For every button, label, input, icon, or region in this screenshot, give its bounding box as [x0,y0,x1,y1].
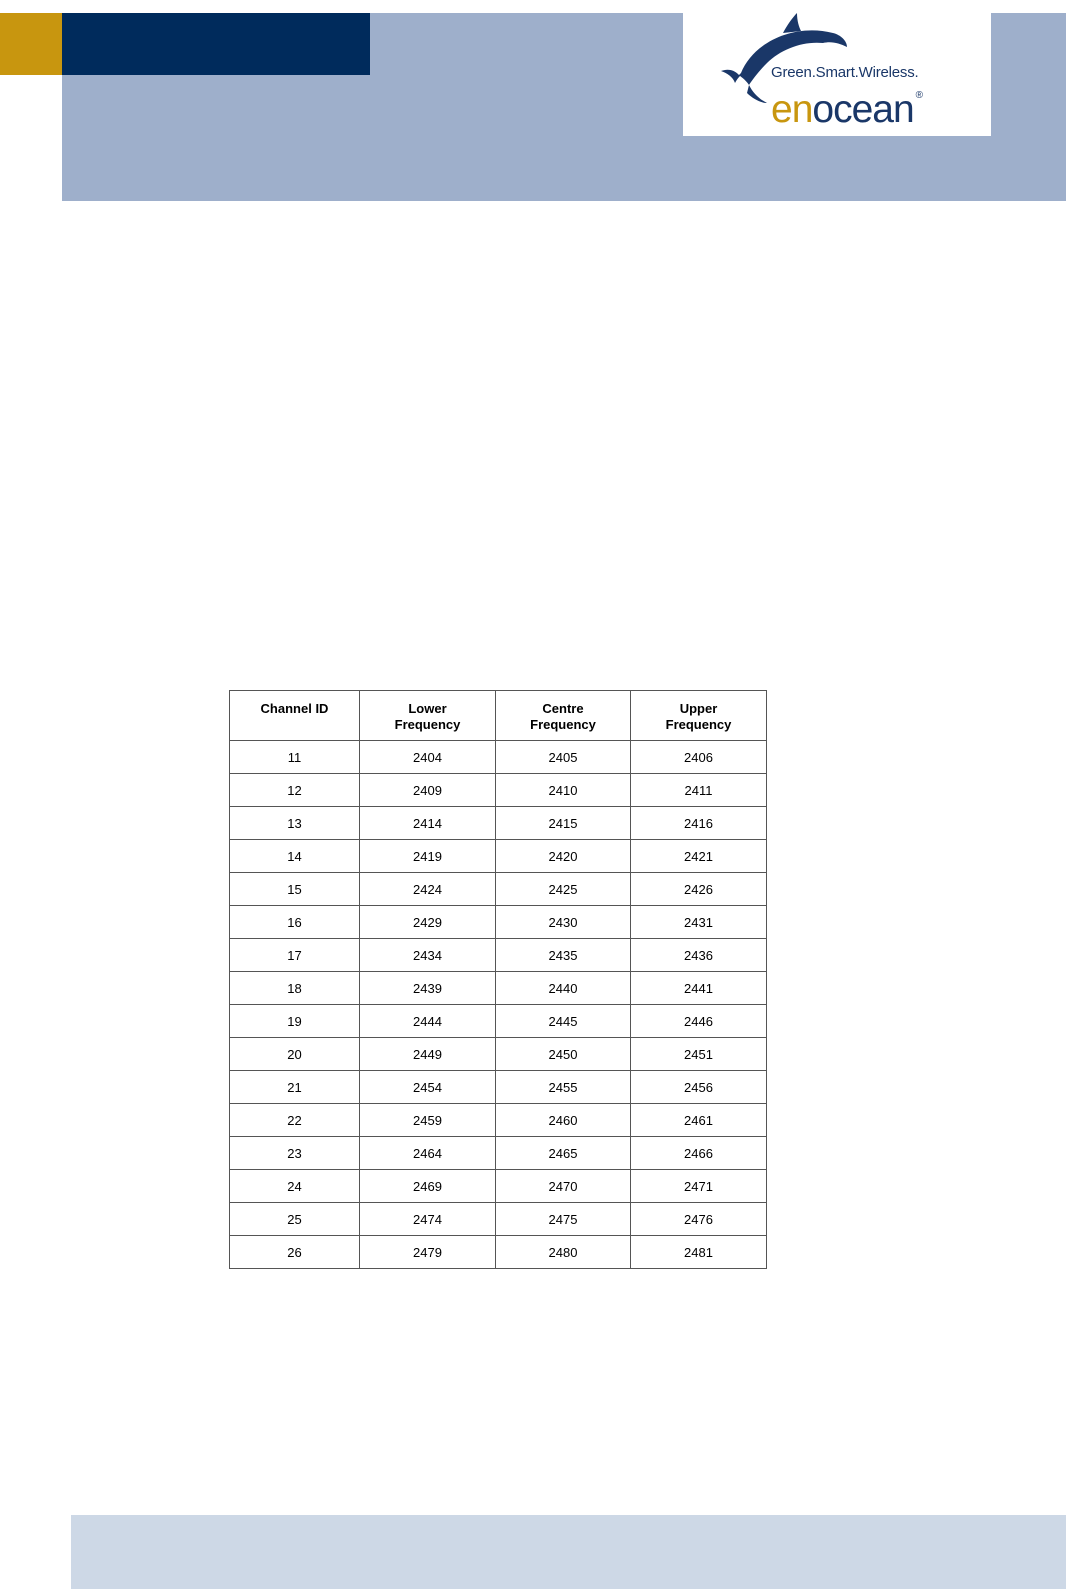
table-cell: 2481 [631,1236,767,1269]
table-cell: 2466 [631,1137,767,1170]
table-cell: 2441 [631,972,767,1005]
header-navy-bar [62,13,370,75]
table-cell: 16 [230,906,360,939]
logo-wordmark [771,73,923,133]
table-row [230,939,767,972]
table-cell: 2474 [360,1203,496,1236]
table-cell: 2465 [496,1137,631,1170]
column-header-channel-id [230,691,360,741]
table-cell: 20 [230,1038,360,1071]
table-cell: 2410 [496,774,631,807]
header-text: Upper Frequency [665,701,732,732]
table-row [230,1038,767,1071]
table-cell: 2431 [631,906,767,939]
table-cell: 17 [230,939,360,972]
table-row [230,1203,767,1236]
table-cell: 2436 [631,939,767,972]
table-row [230,1170,767,1203]
table-cell: 2479 [360,1236,496,1269]
table-cell: 14 [230,840,360,873]
table-row [230,807,767,840]
table-cell: 2419 [360,840,496,873]
table-cell: 2444 [360,1005,496,1038]
table-cell: 2469 [360,1170,496,1203]
table-cell: 2421 [631,840,767,873]
column-header-centre-frequency [496,691,631,741]
table-body [230,741,767,1269]
table-header-row [230,691,767,741]
table-cell: 2424 [360,873,496,906]
table-row [230,840,767,873]
table-cell: 2475 [496,1203,631,1236]
table-cell: 2456 [631,1071,767,1104]
table-cell: 23 [230,1137,360,1170]
table-cell: 19 [230,1005,360,1038]
table-cell: 2420 [496,840,631,873]
table-cell: 2439 [360,972,496,1005]
table-cell: 22 [230,1104,360,1137]
table-cell: 2414 [360,807,496,840]
table-cell: 2455 [496,1071,631,1104]
table-cell: 15 [230,873,360,906]
table-row [230,1236,767,1269]
table-cell: 2461 [631,1104,767,1137]
table-cell: 18 [230,972,360,1005]
header-text: Channel ID [260,701,329,716]
table-cell: 26 [230,1236,360,1269]
table-cell: 2430 [496,906,631,939]
table-cell: 2446 [631,1005,767,1038]
table-row [230,1104,767,1137]
table-cell: 2454 [360,1071,496,1104]
table-cell: 2415 [496,807,631,840]
table-cell: 2449 [360,1038,496,1071]
table-cell: 11 [230,741,360,774]
table-cell: 2480 [496,1236,631,1269]
column-header-lower-frequency [360,691,496,741]
table-cell: 2416 [631,807,767,840]
header-text: Lower Frequency [394,701,461,732]
table-cell: 2405 [496,741,631,774]
table-cell: 2429 [360,906,496,939]
logo-wordmark-en: en [771,88,813,131]
table-cell: 24 [230,1170,360,1203]
channel-frequency-table [229,690,767,1269]
footer-band [71,1515,1066,1589]
logo-tagline: Green.Smart.Wireless. [771,64,919,81]
registered-mark: ® [915,90,924,101]
header-gold-block [0,13,62,75]
table-row [230,1071,767,1104]
table-cell: 2406 [631,741,767,774]
table-cell: 2471 [631,1170,767,1203]
table-cell: 2464 [360,1137,496,1170]
table-cell: 2409 [360,774,496,807]
table-row [230,774,767,807]
table-row [230,906,767,939]
table-row [230,1137,767,1170]
table-row [230,972,767,1005]
table-cell: 2440 [496,972,631,1005]
table-row [230,741,767,774]
enocean-logo [683,13,991,136]
table-cell: 2434 [360,939,496,972]
table-cell: 2459 [360,1104,496,1137]
table-cell: 12 [230,774,360,807]
header-text: Centre Frequency [530,701,596,732]
table-cell: 2470 [496,1170,631,1203]
table-cell: 2411 [631,774,767,807]
table-cell: 2460 [496,1104,631,1137]
table-cell: 2450 [496,1038,631,1071]
table-row [230,1005,767,1038]
table-cell: 2426 [631,873,767,906]
table-cell: 2425 [496,873,631,906]
table-row [230,873,767,906]
table-cell: 2404 [360,741,496,774]
logo-wordmark-ocean: ocean [812,88,914,131]
column-header-upper-frequency [631,691,767,741]
table-cell: 2476 [631,1203,767,1236]
table-cell: 2451 [631,1038,767,1071]
table-cell: 2435 [496,939,631,972]
table-cell: 13 [230,807,360,840]
table-cell: 2445 [496,1005,631,1038]
table-cell: 21 [230,1071,360,1104]
table-cell: 25 [230,1203,360,1236]
